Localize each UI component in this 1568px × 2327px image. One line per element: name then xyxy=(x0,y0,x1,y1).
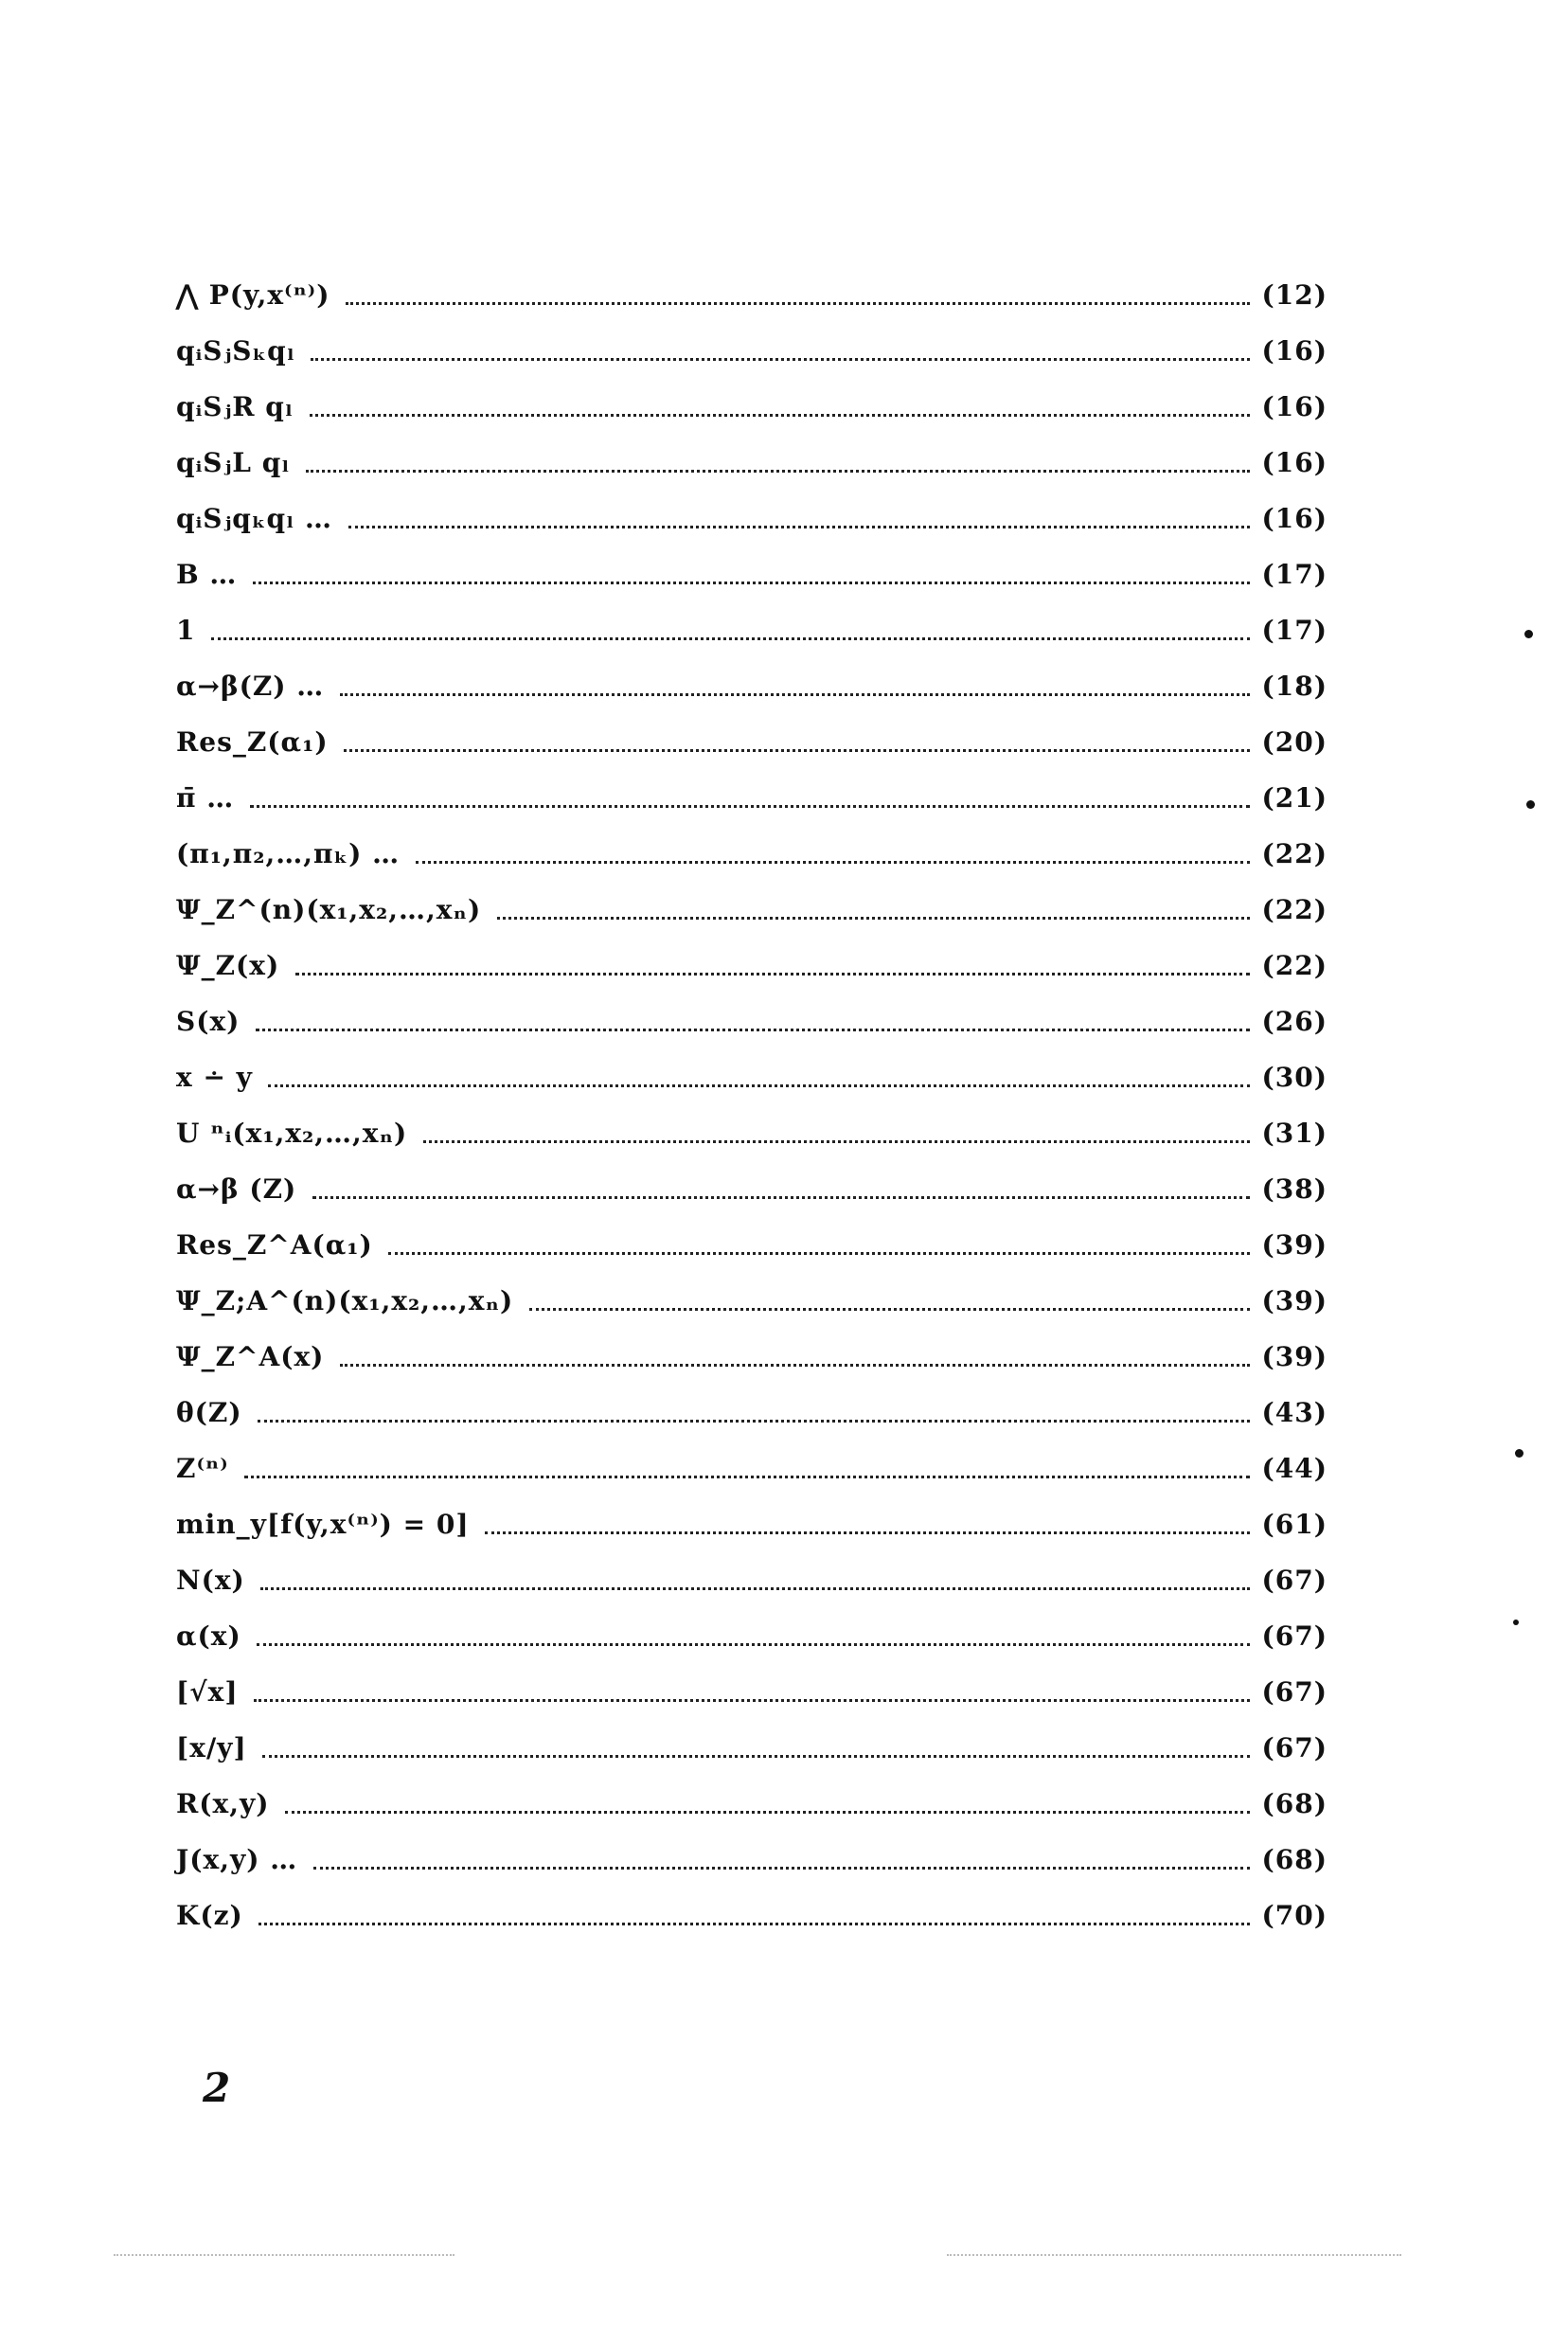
dot-leader xyxy=(254,1699,1250,1702)
index-symbol: J(x,y) … xyxy=(176,1844,298,1875)
dot-leader xyxy=(310,414,1250,417)
index-entry xyxy=(176,1225,1327,1266)
dot-leader xyxy=(262,1755,1250,1758)
index-entry xyxy=(176,666,1327,707)
index-entry xyxy=(176,1839,1327,1881)
index-entry xyxy=(176,610,1327,652)
index-page-ref: (38) xyxy=(1261,1173,1327,1205)
index-page-ref: (16) xyxy=(1261,335,1327,367)
index-symbol: 1 xyxy=(176,615,196,646)
index-entry xyxy=(176,1783,1327,1825)
dot-leader xyxy=(256,1029,1250,1031)
index-entry xyxy=(176,331,1327,372)
dot-leader xyxy=(340,693,1250,696)
dot-leader xyxy=(258,1923,1250,1925)
dot-leader xyxy=(306,470,1250,473)
dot-leader xyxy=(312,1196,1250,1199)
index-page-ref: (68) xyxy=(1261,1788,1327,1819)
dot-leader xyxy=(340,1364,1250,1367)
index-symbol: Res_Z(α₁) xyxy=(176,726,329,758)
index-entry xyxy=(176,1336,1327,1378)
index-page-ref: (39) xyxy=(1261,1285,1327,1316)
index-entry xyxy=(176,1001,1327,1043)
dot-leader xyxy=(388,1252,1250,1255)
index-page-ref: (21) xyxy=(1261,782,1327,814)
index-page-ref: (17) xyxy=(1261,559,1327,590)
dot-leader xyxy=(344,749,1250,752)
scan-speck xyxy=(1515,1449,1523,1458)
index-page-ref: (30) xyxy=(1261,1062,1327,1093)
dot-leader xyxy=(253,582,1250,584)
dot-leader xyxy=(423,1140,1250,1143)
index-symbol: x ∸ y xyxy=(176,1062,253,1093)
index-symbol: qᵢSⱼR qₗ xyxy=(176,391,294,422)
index-page-ref: (44) xyxy=(1261,1453,1327,1484)
index-page-ref: (16) xyxy=(1261,447,1327,478)
index-entry xyxy=(176,1057,1327,1099)
index-symbol: α(x) xyxy=(176,1620,241,1652)
index-symbol: N(x) xyxy=(176,1565,245,1596)
index-symbol: B … xyxy=(176,559,238,590)
index-entry xyxy=(176,1672,1327,1713)
index-symbol: Ψ_Z^A(x) xyxy=(176,1341,325,1372)
index-entry xyxy=(176,1280,1327,1322)
dot-leader xyxy=(244,1476,1250,1478)
dot-leader xyxy=(348,526,1250,528)
index-entry xyxy=(176,498,1327,540)
index-entry xyxy=(176,1504,1327,1546)
index-entry xyxy=(176,1113,1327,1155)
dot-leader xyxy=(529,1308,1250,1311)
index-symbol: qᵢSⱼqₖqₗ … xyxy=(176,503,333,534)
scan-speck xyxy=(1513,1620,1519,1625)
dot-leader xyxy=(416,861,1250,864)
index-page-ref: (67) xyxy=(1261,1676,1327,1708)
dot-leader xyxy=(485,1531,1250,1534)
scan-artifact-line xyxy=(947,2254,1401,2256)
index-entry xyxy=(176,1616,1327,1657)
index-entry xyxy=(176,1560,1327,1602)
index-symbol: [x/y] xyxy=(176,1732,247,1763)
index-entry xyxy=(176,889,1327,931)
dot-leader xyxy=(295,973,1250,976)
index-page-ref: (70) xyxy=(1261,1900,1327,1931)
index-symbol: Ψ_Z^(n)(x₁,x₂,…,xₙ) xyxy=(176,894,482,925)
index-symbol: α→β (Z) xyxy=(176,1173,297,1205)
index-symbol: ⋀ P(y,x⁽ⁿ⁾) xyxy=(176,279,330,311)
index-page-ref: (67) xyxy=(1261,1620,1327,1652)
dot-leader xyxy=(346,302,1250,305)
page-number: 2 xyxy=(203,2065,231,2111)
scan-speck xyxy=(1526,800,1535,809)
index-page-ref: (22) xyxy=(1261,950,1327,981)
dot-leader xyxy=(258,1420,1250,1423)
index-page-ref: (16) xyxy=(1261,503,1327,534)
index-symbol: α→β(Z) … xyxy=(176,671,325,702)
index-entry xyxy=(176,554,1327,596)
index-symbol: Ψ_Z(x) xyxy=(176,950,280,981)
index-entry xyxy=(176,1727,1327,1769)
index-entry xyxy=(176,945,1327,987)
index-symbol: U ⁿᵢ(x₁,x₂,…,xₙ) xyxy=(176,1118,408,1149)
dot-leader xyxy=(497,917,1250,920)
index-entry xyxy=(176,1895,1327,1937)
index-symbol: π̄ … xyxy=(176,782,235,814)
index-page-ref: (16) xyxy=(1261,391,1327,422)
index-symbol: K(z) xyxy=(176,1900,243,1931)
index-page-ref: (20) xyxy=(1261,726,1327,758)
index-entry xyxy=(176,1392,1327,1434)
index-entry xyxy=(176,722,1327,763)
index-entry xyxy=(176,1448,1327,1490)
index-page-ref: (17) xyxy=(1261,615,1327,646)
index-entry xyxy=(176,1169,1327,1210)
index-page-ref: (61) xyxy=(1261,1509,1327,1540)
index-page-ref: (18) xyxy=(1261,671,1327,702)
index-page-ref: (12) xyxy=(1261,279,1327,311)
index-page-ref: (67) xyxy=(1261,1565,1327,1596)
index-entry xyxy=(176,833,1327,875)
index-page-ref: (22) xyxy=(1261,838,1327,869)
index-symbol: R(x,y) xyxy=(176,1788,270,1819)
dot-leader xyxy=(211,637,1250,640)
index-page-ref: (26) xyxy=(1261,1006,1327,1037)
dot-leader xyxy=(268,1084,1250,1087)
index-symbol: Res_Z^A(α₁) xyxy=(176,1229,373,1261)
index-symbol: Z⁽ⁿ⁾ xyxy=(176,1453,229,1484)
index-entry xyxy=(176,386,1327,428)
dot-leader xyxy=(260,1587,1250,1590)
index-symbol: θ(Z) xyxy=(176,1397,242,1428)
scan-artifact-line xyxy=(114,2254,454,2256)
index-page-ref: (68) xyxy=(1261,1844,1327,1875)
index-symbol: qᵢSⱼL qₗ xyxy=(176,447,291,478)
index-symbol: Ψ_Z;A^(n)(x₁,x₂,…,xₙ) xyxy=(176,1285,514,1316)
index-page-ref: (43) xyxy=(1261,1397,1327,1428)
index-page-ref: (31) xyxy=(1261,1118,1327,1149)
index-symbol: [√x] xyxy=(176,1676,239,1708)
index-page-ref: (39) xyxy=(1261,1229,1327,1261)
index-symbol: S(x) xyxy=(176,1006,241,1037)
dot-leader xyxy=(313,1867,1250,1870)
index-entry xyxy=(176,275,1327,316)
index-page-ref: (39) xyxy=(1261,1341,1327,1372)
index-symbol: qᵢSⱼSₖqₗ xyxy=(176,335,295,367)
dot-leader xyxy=(257,1643,1250,1646)
index-page-ref: (67) xyxy=(1261,1732,1327,1763)
dot-leader xyxy=(285,1811,1250,1814)
index-entry xyxy=(176,778,1327,819)
index-page-ref: (22) xyxy=(1261,894,1327,925)
index-entry xyxy=(176,442,1327,484)
index-symbol: (π₁,π₂,…,πₖ) … xyxy=(176,838,401,869)
dot-leader xyxy=(311,358,1250,361)
dot-leader xyxy=(250,805,1250,808)
scan-speck xyxy=(1524,630,1533,638)
index-symbol: min_y[f(y,x⁽ⁿ⁾) = 0] xyxy=(176,1509,470,1540)
